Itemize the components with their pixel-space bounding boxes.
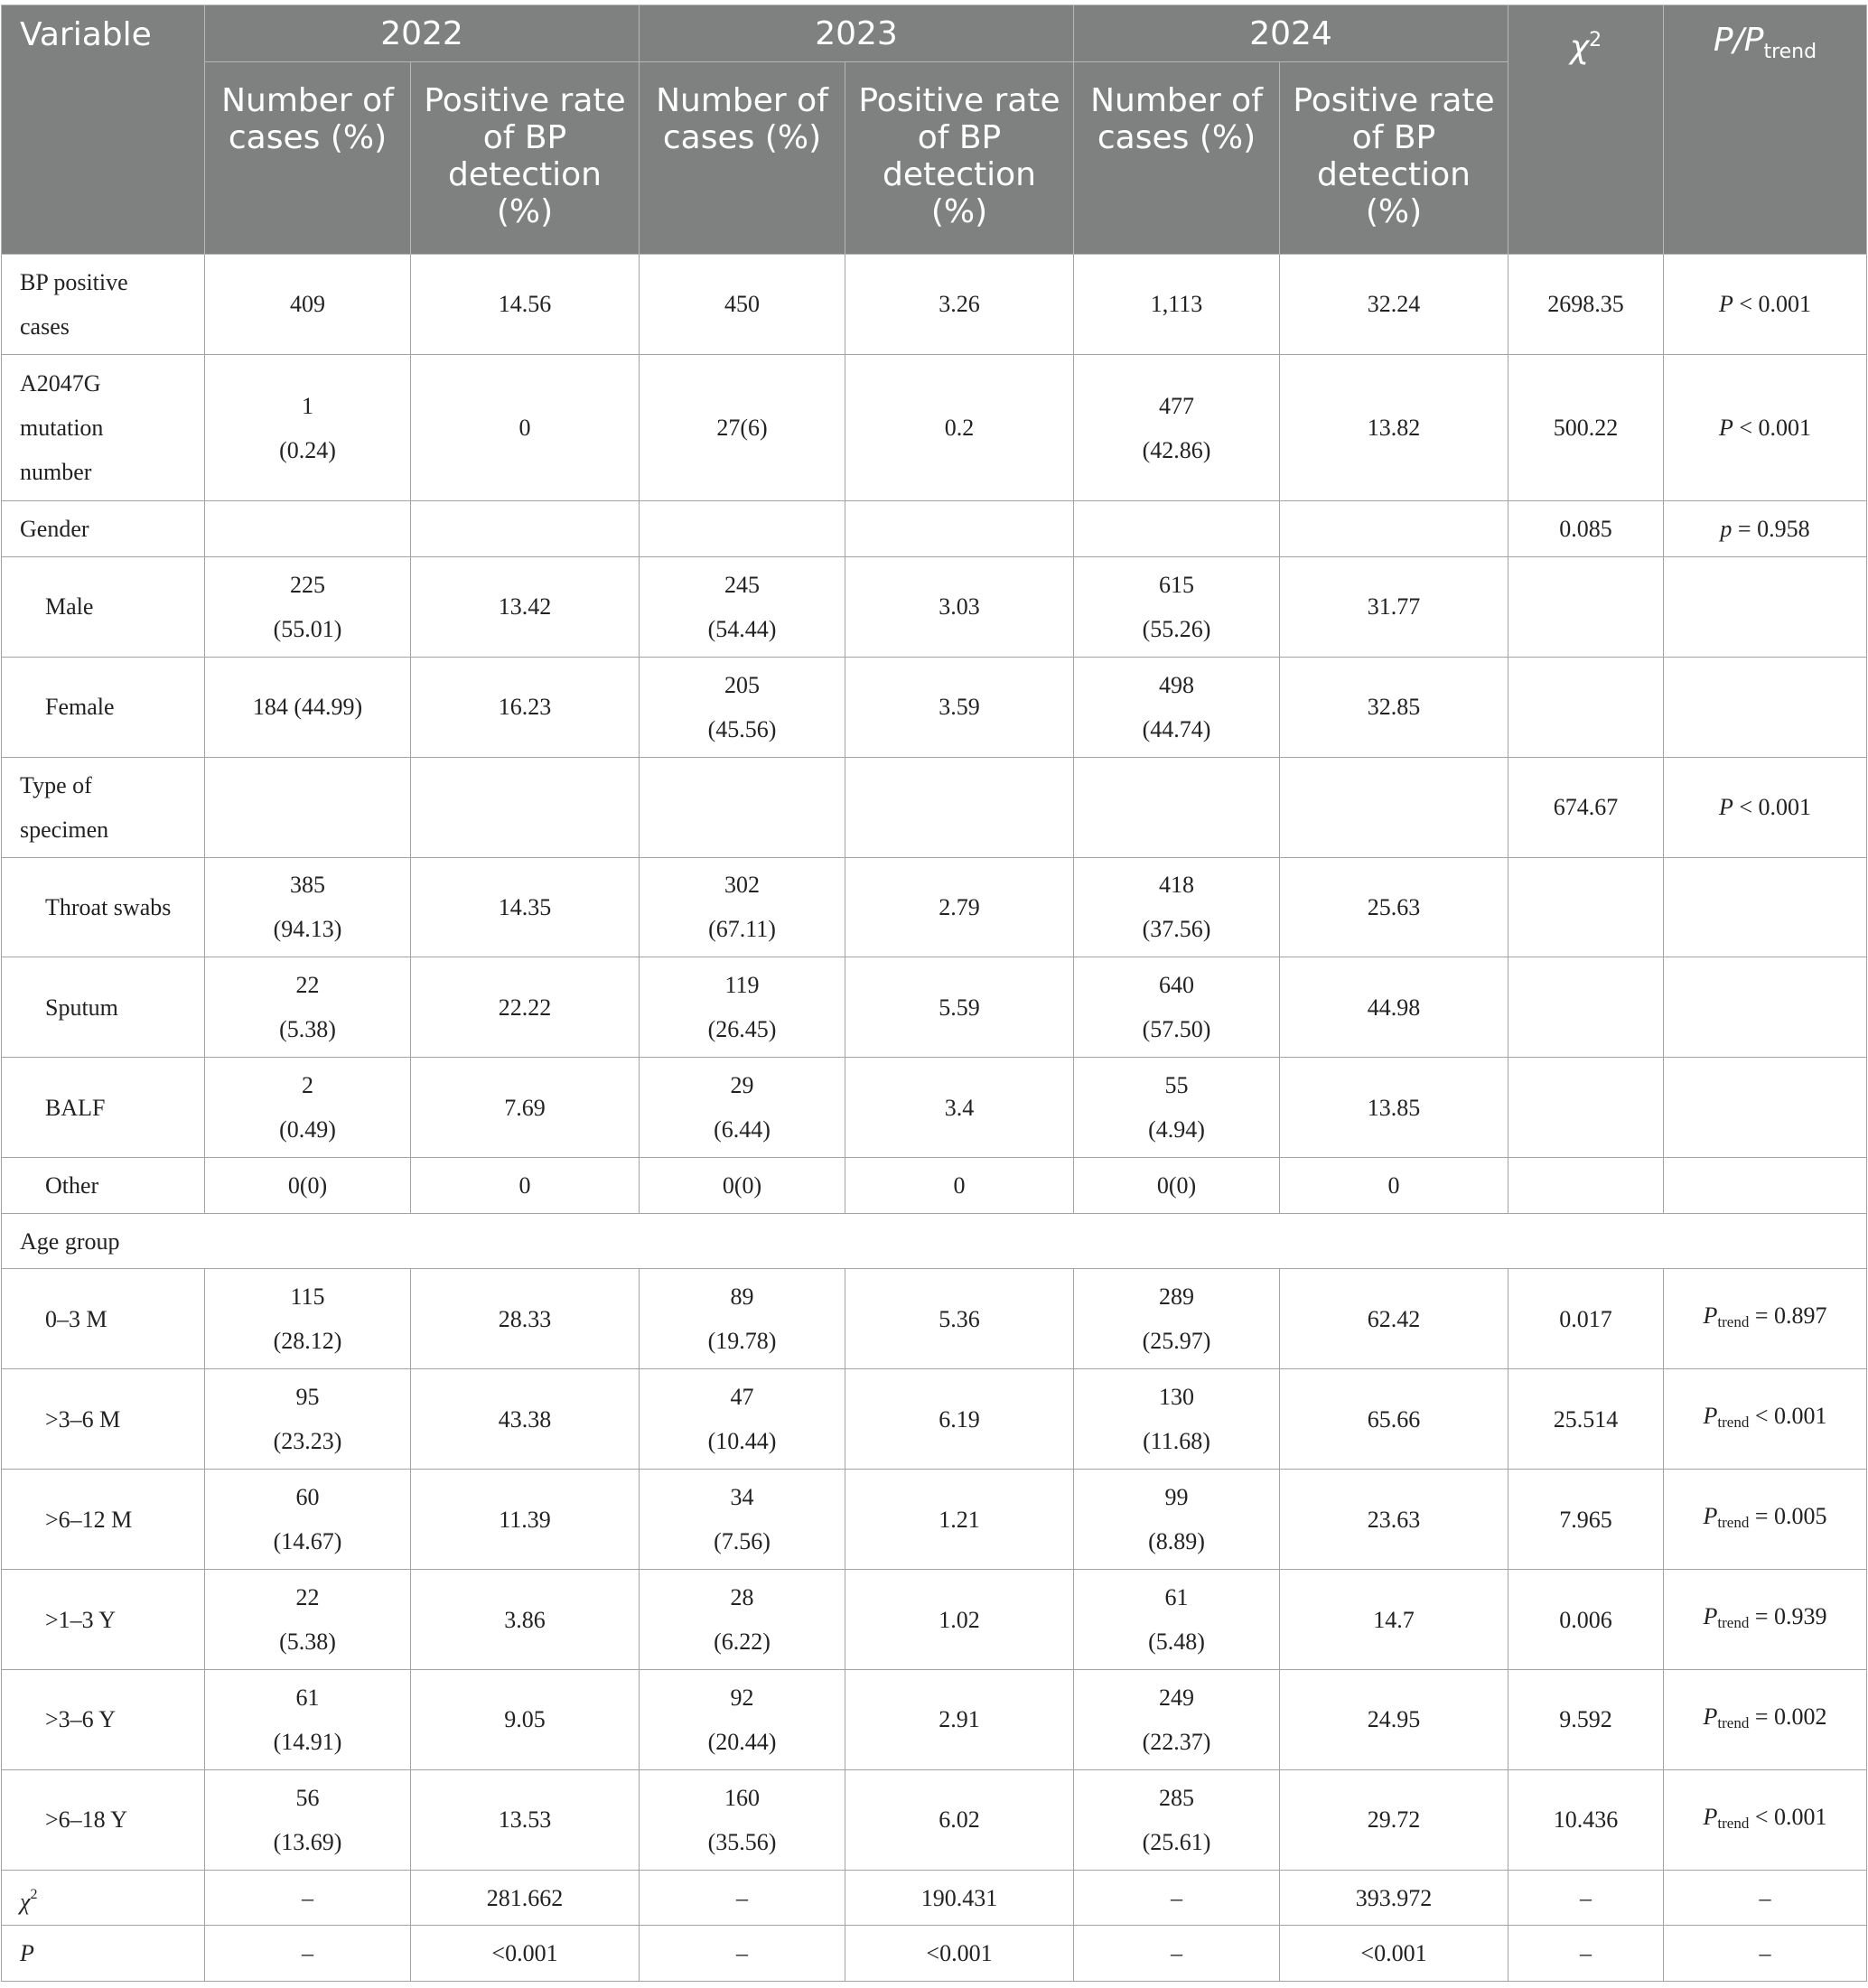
table-row (2, 1870, 1867, 1926)
p-trend-subscript: trend (1717, 1614, 1750, 1632)
table-row (2, 1926, 1867, 1982)
year-2023-header: 2023 (640, 5, 1074, 62)
p-symbol: P (1703, 1603, 1718, 1630)
row-label-text: A2047G mutation number (20, 370, 104, 486)
p-value-cell: – (1664, 1870, 1867, 1926)
rate-cell: <0.001 (845, 1926, 1074, 1982)
p-value-text: < 0.001 (1733, 794, 1812, 821)
cases-cell: 115 (28.12) (205, 1269, 411, 1369)
table-row (2, 657, 1867, 757)
number-of-cases-header: Number of cases (%) (640, 62, 845, 255)
row-label (2, 1769, 205, 1870)
p-header-label: P/P (1713, 22, 1764, 59)
p-value-cell (1664, 1269, 1867, 1369)
cases-cell: – (205, 1870, 411, 1926)
cases-cell: 61 (14.91) (205, 1669, 411, 1769)
p-symbol: p (1720, 516, 1733, 543)
p-header (1664, 5, 1867, 255)
chi2-cell: 9.592 (1508, 1669, 1664, 1769)
row-label-text: >6–18 Y (45, 1806, 127, 1834)
row-label (2, 1470, 205, 1570)
cases-cell: 409 (205, 255, 411, 355)
chi2-cell: 25.514 (1508, 1369, 1664, 1470)
cases-cell: 0(0) (1074, 1158, 1280, 1214)
p-value-cell (1664, 1669, 1867, 1769)
cases-cell: 60 (14.67) (205, 1470, 411, 1570)
cases-cell (1074, 757, 1280, 857)
variable-header: Variable (2, 5, 205, 255)
rate-cell: 9.05 (411, 1669, 640, 1769)
rate-cell: 16.23 (411, 657, 640, 757)
table-row (2, 957, 1867, 1058)
cases-cell: – (205, 1926, 411, 1982)
cases-cell: 55 (4.94) (1074, 1058, 1280, 1158)
p-header-subscript: trend (1763, 41, 1817, 64)
cases-cell: 29 (6.44) (640, 1058, 845, 1158)
p-trend-subscript: trend (1717, 1313, 1750, 1331)
chi2-cell: 0.085 (1508, 501, 1664, 557)
table-body (2, 255, 1867, 1982)
rate-cell: 3.03 (845, 556, 1074, 657)
cases-cell: 22 (5.38) (205, 1570, 411, 1670)
rate-cell: 3.26 (845, 255, 1074, 355)
p-value-cell (1664, 255, 1867, 355)
p-value-text: = 0.958 (1732, 516, 1810, 543)
cases-cell: 225 (55.01) (205, 556, 411, 657)
cases-cell: 477 (42.86) (1074, 354, 1280, 500)
rate-cell: 281.662 (411, 1870, 640, 1926)
row-label-text: BALF (45, 1094, 106, 1121)
rate-cell: 190.431 (845, 1870, 1074, 1926)
row-label-text: Male (45, 593, 94, 621)
chi2-cell (1508, 857, 1664, 957)
row-label (2, 1369, 205, 1470)
row-label-text: Gender (20, 516, 89, 543)
rate-cell (1280, 757, 1508, 857)
table-header (2, 5, 1867, 255)
p-symbol: P (20, 1940, 34, 1967)
p-trend-subscript: trend (1717, 1514, 1750, 1532)
rate-cell: 0.2 (845, 354, 1074, 500)
chi2-cell: 674.67 (1508, 757, 1664, 857)
rate-cell: 2.91 (845, 1669, 1074, 1769)
cases-cell: – (1074, 1870, 1280, 1926)
table-row (2, 757, 1867, 857)
table-row (2, 1058, 1867, 1158)
cases-cell: 640 (57.50) (1074, 957, 1280, 1058)
cases-cell: 302 (67.11) (640, 857, 845, 957)
row-label (2, 957, 205, 1058)
year-2024-header: 2024 (1074, 5, 1508, 62)
rate-cell: 393.972 (1280, 1870, 1508, 1926)
row-label-text: >3–6 M (45, 1405, 121, 1433)
row-label (2, 255, 205, 355)
row-label (2, 1926, 205, 1982)
p-value-cell (1664, 1570, 1867, 1670)
row-label (2, 1570, 205, 1670)
chi2-cell: – (1508, 1870, 1664, 1926)
p-value-text: < 0.001 (1749, 1403, 1827, 1430)
rate-cell: 32.85 (1280, 657, 1508, 757)
row-label-text: Sputum (45, 994, 118, 1021)
row-label-text: Type of specimen (20, 771, 109, 843)
rate-cell: 14.7 (1280, 1570, 1508, 1670)
p-symbol: P (1703, 1803, 1718, 1830)
rate-cell: 24.95 (1280, 1669, 1508, 1769)
rate-cell: 32.24 (1280, 255, 1508, 355)
cases-cell: 34 (7.56) (640, 1470, 845, 1570)
rate-cell: 0 (411, 354, 640, 500)
table-row (2, 1213, 1867, 1269)
rate-cell: 6.19 (845, 1369, 1074, 1470)
rate-cell: 14.56 (411, 255, 640, 355)
p-value-cell (1664, 657, 1867, 757)
rate-cell: 3.86 (411, 1570, 640, 1670)
rate-cell: 28.33 (411, 1269, 640, 1369)
table-row (2, 354, 1867, 500)
table-row (2, 1269, 1867, 1369)
row-label (2, 1158, 205, 1214)
row-label (2, 857, 205, 957)
cases-cell (640, 501, 845, 557)
p-value-text: < 0.001 (1733, 291, 1812, 318)
row-label-text: Female (45, 694, 115, 721)
chi2-symbol: χ (20, 1888, 31, 1915)
row-label (2, 757, 205, 857)
p-value-cell: – (1664, 1926, 1867, 1982)
row-label (2, 1058, 205, 1158)
p-trend-subscript: trend (1717, 1814, 1750, 1832)
row-label-text: >6–12 M (45, 1506, 133, 1533)
cases-cell: 285 (25.61) (1074, 1769, 1280, 1870)
row-label-text: >3–6 Y (45, 1706, 116, 1733)
row-label (2, 556, 205, 657)
rate-cell: 0 (845, 1158, 1074, 1214)
p-value-cell (1664, 857, 1867, 957)
rate-cell: 6.02 (845, 1769, 1074, 1870)
p-symbol: P (1703, 1403, 1718, 1430)
cases-cell: 61 (5.48) (1074, 1570, 1280, 1670)
cases-cell (205, 501, 411, 557)
rate-cell: <0.001 (411, 1926, 640, 1982)
chi2-cell: 2698.35 (1508, 255, 1664, 355)
p-value-cell (1664, 501, 1867, 557)
bp-detection-table (1, 5, 1867, 1982)
chi2-cell: 10.436 (1508, 1769, 1664, 1870)
rate-cell: 1.02 (845, 1570, 1074, 1670)
p-value-text: < 0.001 (1733, 415, 1812, 442)
p-value-cell (1664, 1369, 1867, 1470)
rate-cell: 65.66 (1280, 1369, 1508, 1470)
rate-cell: 31.77 (1280, 556, 1508, 657)
rate-cell (845, 501, 1074, 557)
row-label-text: BP positive cases (20, 268, 128, 340)
cases-cell: 99 (8.89) (1074, 1470, 1280, 1570)
rate-cell: 62.42 (1280, 1269, 1508, 1369)
cases-cell: 245 (54.44) (640, 556, 845, 657)
rate-cell: 14.35 (411, 857, 640, 957)
p-value-cell (1664, 354, 1867, 500)
cases-cell: – (640, 1926, 845, 1982)
table-row (2, 255, 1867, 355)
cases-cell: 89 (19.78) (640, 1269, 845, 1369)
cases-cell: 498 (44.74) (1074, 657, 1280, 757)
p-value-cell (1664, 1058, 1867, 1158)
positive-rate-header: Positive rate of BP detection (%) (411, 62, 640, 255)
cases-cell: 418 (37.56) (1074, 857, 1280, 957)
p-symbol: P (1718, 291, 1733, 318)
p-value-cell (1664, 1470, 1867, 1570)
cases-cell: 0(0) (640, 1158, 845, 1214)
cases-cell (640, 757, 845, 857)
table-row (2, 501, 1867, 557)
positive-rate-header: Positive rate of BP detection (%) (845, 62, 1074, 255)
cases-cell: 47 (10.44) (640, 1369, 845, 1470)
table-row (2, 1369, 1867, 1470)
cases-cell: – (640, 1870, 845, 1926)
p-value-text: < 0.001 (1749, 1803, 1827, 1830)
row-label (2, 657, 205, 757)
positive-rate-header: Positive rate of BP detection (%) (1280, 62, 1508, 255)
number-of-cases-header: Number of cases (%) (205, 62, 411, 255)
cases-cell: 1 (0.24) (205, 354, 411, 500)
cases-cell: 1,113 (1074, 255, 1280, 355)
cases-cell (205, 757, 411, 857)
p-value-text: = 0.005 (1749, 1503, 1827, 1530)
rate-cell: 11.39 (411, 1470, 640, 1570)
cases-cell: – (1074, 1926, 1280, 1982)
p-trend-subscript: trend (1717, 1414, 1750, 1432)
cases-cell: 56 (13.69) (205, 1769, 411, 1870)
p-value-text: = 0.002 (1749, 1703, 1827, 1730)
p-value-text: = 0.897 (1749, 1302, 1827, 1330)
rate-cell: 29.72 (1280, 1769, 1508, 1870)
cases-cell: 385 (94.13) (205, 857, 411, 957)
row-label-text: >1–3 Y (45, 1606, 116, 1633)
rate-cell (845, 757, 1074, 857)
chi2-cell (1508, 657, 1664, 757)
cases-cell: 2 (0.49) (205, 1058, 411, 1158)
cases-cell: 249 (22.37) (1074, 1669, 1280, 1769)
table-row (2, 1570, 1867, 1670)
p-symbol: P (1718, 415, 1733, 442)
chi2-cell: – (1508, 1926, 1664, 1982)
rate-cell: 13.82 (1280, 354, 1508, 500)
cases-cell: 450 (640, 255, 845, 355)
cases-cell: 95 (23.23) (205, 1369, 411, 1470)
rate-cell: 44.98 (1280, 957, 1508, 1058)
p-value-cell (1664, 556, 1867, 657)
rate-cell: 5.59 (845, 957, 1074, 1058)
p-value-cell (1664, 757, 1867, 857)
chi2-superscript: 2 (30, 1886, 38, 1902)
p-trend-subscript: trend (1717, 1713, 1750, 1731)
rate-cell (411, 757, 640, 857)
number-of-cases-header: Number of cases (%) (1074, 62, 1280, 255)
p-symbol: P (1703, 1503, 1718, 1530)
table-row (2, 556, 1867, 657)
row-label (2, 501, 205, 557)
cases-cell: 160 (35.56) (640, 1769, 845, 1870)
rate-cell: 2.79 (845, 857, 1074, 957)
rate-cell (1280, 501, 1508, 557)
row-label (2, 1213, 1867, 1269)
row-label (2, 1269, 205, 1369)
table-row (2, 1158, 1867, 1214)
chi2-cell (1508, 1158, 1664, 1214)
cases-cell: 119 (26.45) (640, 957, 845, 1058)
chi2-superscript: 2 (1589, 29, 1602, 51)
chi2-cell: 7.965 (1508, 1470, 1664, 1570)
p-value-text: = 0.939 (1749, 1603, 1827, 1630)
chi2-symbol: χ (1569, 29, 1590, 66)
rate-cell: 3.59 (845, 657, 1074, 757)
cases-cell: 289 (25.97) (1074, 1269, 1280, 1369)
rate-cell: 13.42 (411, 556, 640, 657)
rate-cell: 0 (411, 1158, 640, 1214)
rate-cell: 23.63 (1280, 1470, 1508, 1570)
cases-cell: 205 (45.56) (640, 657, 845, 757)
cases-cell: 184 (44.99) (205, 657, 411, 757)
row-label (2, 1870, 205, 1926)
cases-cell: 615 (55.26) (1074, 556, 1280, 657)
row-label-text: 0–3 M (45, 1305, 107, 1332)
rate-cell: 1.21 (845, 1470, 1074, 1570)
rate-cell: 13.53 (411, 1769, 640, 1870)
row-label-text: Age group (20, 1227, 120, 1255)
rate-cell: 3.4 (845, 1058, 1074, 1158)
chi2-header (1508, 5, 1664, 255)
year-2022-header: 2022 (205, 5, 640, 62)
cases-cell: 28 (6.22) (640, 1570, 845, 1670)
cases-cell (1074, 501, 1280, 557)
cases-cell: 0(0) (205, 1158, 411, 1214)
p-value-cell (1664, 957, 1867, 1058)
row-label-text: Throat swabs (45, 893, 172, 920)
cases-cell: 130 (11.68) (1074, 1369, 1280, 1470)
rate-cell: 13.85 (1280, 1058, 1508, 1158)
table-row (2, 857, 1867, 957)
row-label (2, 354, 205, 500)
chi2-cell (1508, 957, 1664, 1058)
p-value-cell (1664, 1769, 1867, 1870)
rate-cell: 5.36 (845, 1269, 1074, 1369)
rate-cell: 25.63 (1280, 857, 1508, 957)
chi2-cell: 0.017 (1508, 1269, 1664, 1369)
chi2-cell (1508, 1058, 1664, 1158)
p-symbol: P (1703, 1703, 1718, 1730)
row-label-text: Other (45, 1172, 99, 1199)
cases-cell: 22 (5.38) (205, 957, 411, 1058)
chi2-cell: 500.22 (1508, 354, 1664, 500)
p-symbol: P (1703, 1302, 1718, 1330)
rate-cell: 22.22 (411, 957, 640, 1058)
rate-cell (411, 501, 640, 557)
p-value-cell (1664, 1158, 1867, 1214)
rate-cell: 43.38 (411, 1369, 640, 1470)
chi2-cell (1508, 556, 1664, 657)
cases-cell: 27(6) (640, 354, 845, 500)
row-label (2, 1669, 205, 1769)
table-row (2, 1769, 1867, 1870)
cases-cell: 92 (20.44) (640, 1669, 845, 1769)
table-row (2, 1669, 1867, 1769)
rate-cell: <0.001 (1280, 1926, 1508, 1982)
chi2-cell: 0.006 (1508, 1570, 1664, 1670)
rate-cell: 7.69 (411, 1058, 640, 1158)
table-row (2, 1470, 1867, 1570)
p-symbol: P (1718, 794, 1733, 821)
rate-cell: 0 (1280, 1158, 1508, 1214)
